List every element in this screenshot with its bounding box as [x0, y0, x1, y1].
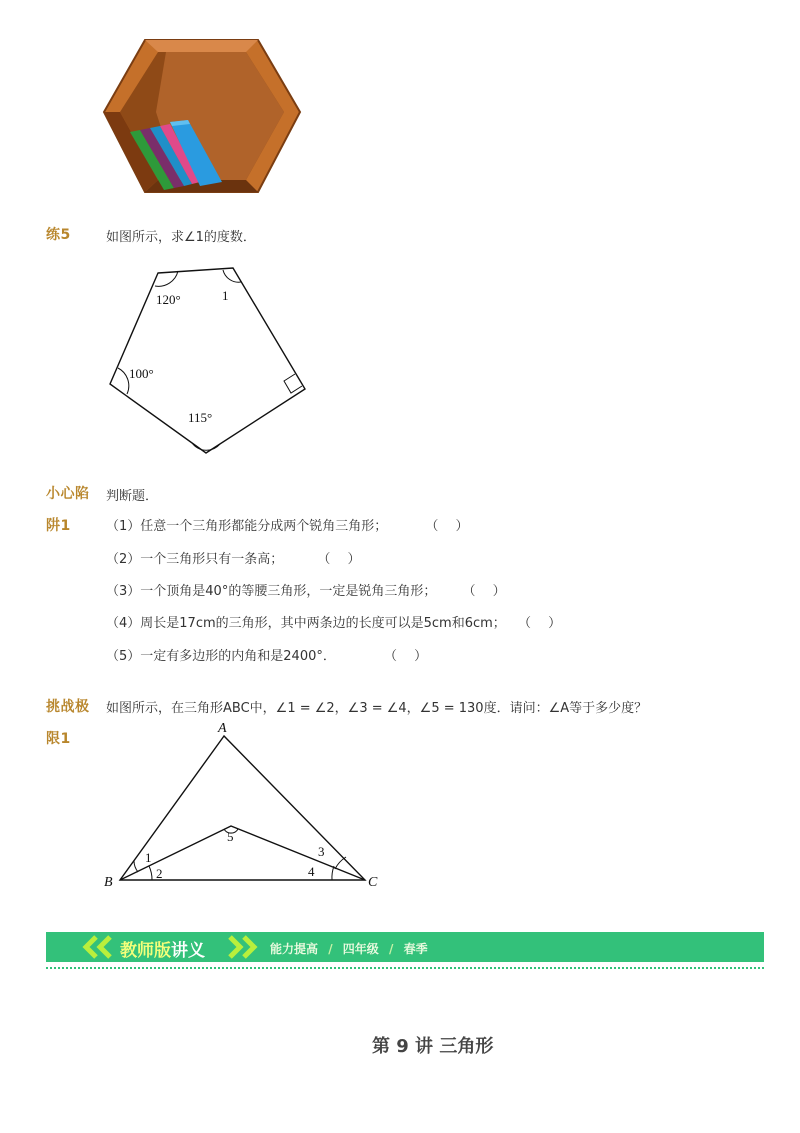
angle-label-4: 4: [308, 864, 315, 879]
exercise-question: 如图所示，求∠1的度数．: [106, 230, 256, 245]
judgement-text: （4）周长是17cm的三角形，其中两条边的长度可以是5cm和6cm；: [106, 616, 506, 631]
double-chevron-right-icon: [222, 935, 258, 959]
bookshelf-illustration: [100, 36, 305, 198]
angle-label-120: 120°: [156, 292, 181, 307]
judgement-item: [106, 645, 427, 664]
judgement-text: （3）一个顶角是40°的等腰三角形，一定是锐角三角形；: [106, 584, 437, 599]
teacher-edition-banner: [46, 932, 764, 962]
banner-title: [120, 936, 205, 961]
judgement-item: [106, 548, 361, 567]
angle-label-100: 100°: [129, 366, 154, 381]
banner-title-part2: 讲义: [171, 941, 205, 961]
breadcrumb-separator: /: [328, 942, 333, 956]
banner-breadcrumb: [270, 940, 428, 957]
judgement-text: （2）一个三角形只有一条高；: [106, 552, 284, 567]
banner-title-part1: 教师版: [120, 941, 171, 961]
angle-label-115: 115°: [188, 410, 213, 425]
judgement-item: [106, 580, 506, 599]
challenge-tag-line1: 挑战极: [46, 699, 90, 715]
challenge-question: 如图所示，在三角形ABC中，∠1 = ∠2，∠3 = ∠4，∠5 = 130度．请问：∠A等于多少度？: [106, 701, 648, 716]
judgement-item: [106, 612, 561, 631]
answer-blank: （ ）: [425, 519, 469, 534]
judgement-text: （5）一定有多边形的内角和是2400°．: [106, 649, 336, 664]
breadcrumb-item: 春季: [403, 942, 428, 956]
triangle-figure: [100, 718, 390, 896]
breadcrumb-item: 能力提高: [270, 942, 319, 956]
answer-blank: （ ）: [517, 616, 562, 631]
banner-dotted-divider: [46, 967, 764, 969]
pentagon-figure: [100, 260, 320, 460]
double-chevron-left-icon: [82, 935, 118, 959]
angle-label-5: 5: [227, 829, 234, 844]
answer-blank: （ ）: [462, 584, 506, 599]
angle-label-2: 2: [156, 866, 163, 881]
angle-label-3: 3: [318, 844, 325, 859]
breadcrumb-separator: /: [388, 942, 394, 956]
answer-blank: （ ）: [317, 552, 361, 567]
trap-tag-line2: 阱1: [46, 518, 71, 534]
vertex-label-c: C: [368, 875, 378, 890]
challenge-tag-line2: 限1: [46, 731, 71, 747]
judgement-item: [106, 515, 469, 534]
angle-label-1: 1: [222, 288, 229, 303]
exercise-tag: 练5: [46, 227, 71, 243]
answer-blank: （ ）: [384, 649, 428, 664]
judgement-text: （1）任意一个三角形都能分成两个锐角三角形；: [106, 519, 388, 534]
breadcrumb-item: 四年级: [342, 942, 379, 956]
vertex-label-a: A: [218, 721, 227, 736]
angle-label-1: 1: [145, 850, 152, 865]
trap-tag-line1: 小心陷: [46, 486, 90, 502]
trap-intro: 判断题．: [106, 489, 159, 504]
vertex-label-b: B: [104, 875, 113, 890]
lesson-title: 第 9 讲 三角形: [372, 1036, 494, 1057]
